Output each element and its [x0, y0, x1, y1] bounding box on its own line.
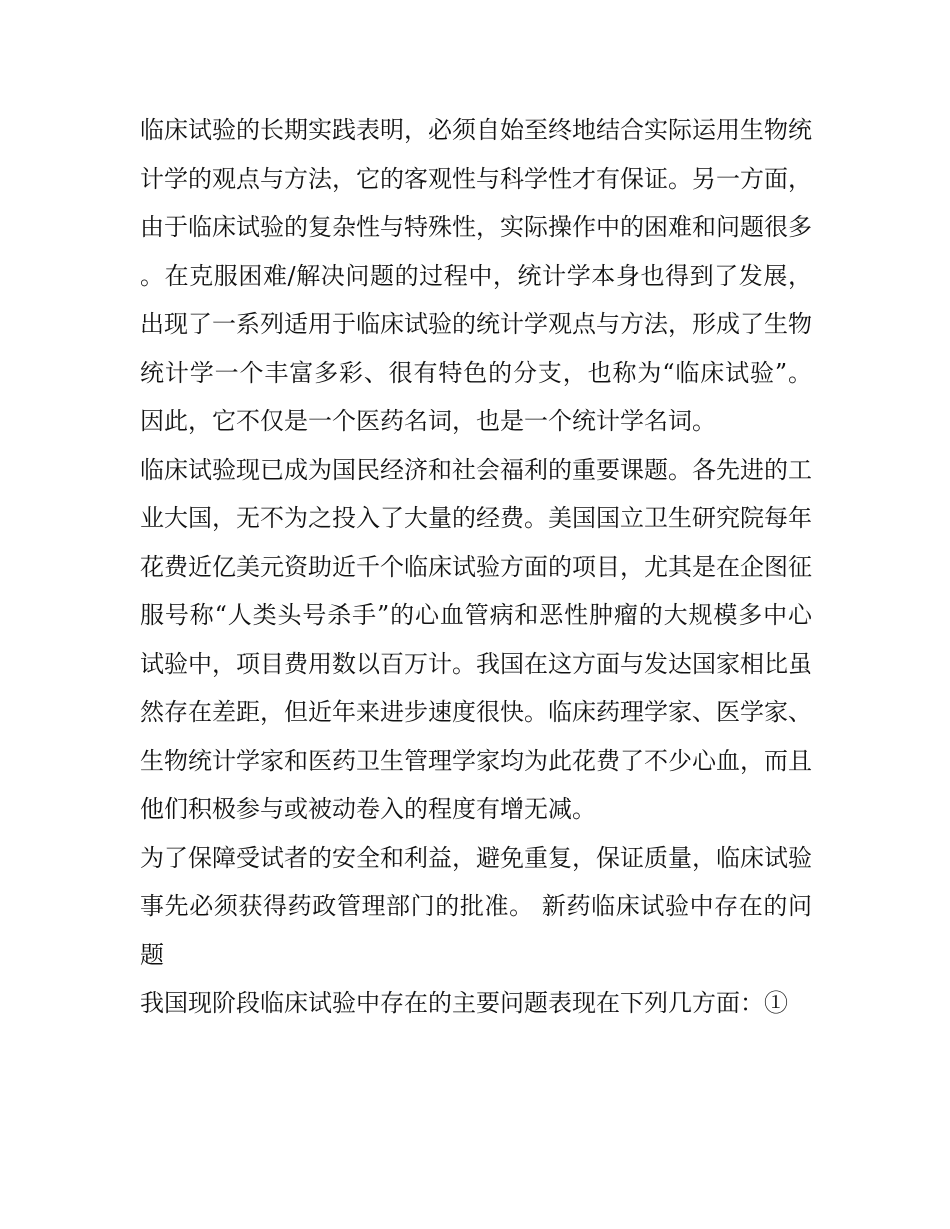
paragraph-clinical-trial-practice: 临床试验的长期实践表明，必须自始至终地结合实际运用生物统计学的观点与方法，它的客观性与科学性才有保证。另一方面，由于临床试验的复杂性与特殊性，实际操作中的困难和问题很多。在克服困难/解决问题的过程中，统计学本身也得到了发展，出现了一系列适用于临床试验的统计学观点与方法，形成了生物统计学一个丰富多彩、很有特色的分支，也称为“临床试验”。因此，它不仅是一个医药名词，也是一个统计学名词。 [140, 116, 812, 435]
document-body [140, 106, 812, 1028]
paragraph-approval-requirement: 为了保障受试者的安全和利益，避免重复，保证质量，临床试验事先必须获得药政管理部门的批准。 新药临床试验中存在的问题 [140, 843, 812, 969]
paragraph-current-problems: 我国现阶段临床试验中存在的主要问题表现在下列几方面：① [140, 989, 788, 1017]
paragraph-national-economy: 临床试验现已成为国民经济和社会福利的重要课题。各先进的工业大国，无不为之投入了大量的经费。美国国立卫生研究院每年花费近亿美元资助近千个临床试验方面的项目，尤其是在企图征服号称“人类头号杀手”的心血管病和恶性肿瘤的大规模多中心试验中，项目费用数以百万计。我国在这方面与发达国家相比虽然存在差距，但近年来进步速度很快。临床药理学家、医学家、生物统计学家和医药卫生管理学家均为此花费了不少心血，而且他们积极参与或被动卷入的程度有增无减。 [140, 455, 812, 823]
